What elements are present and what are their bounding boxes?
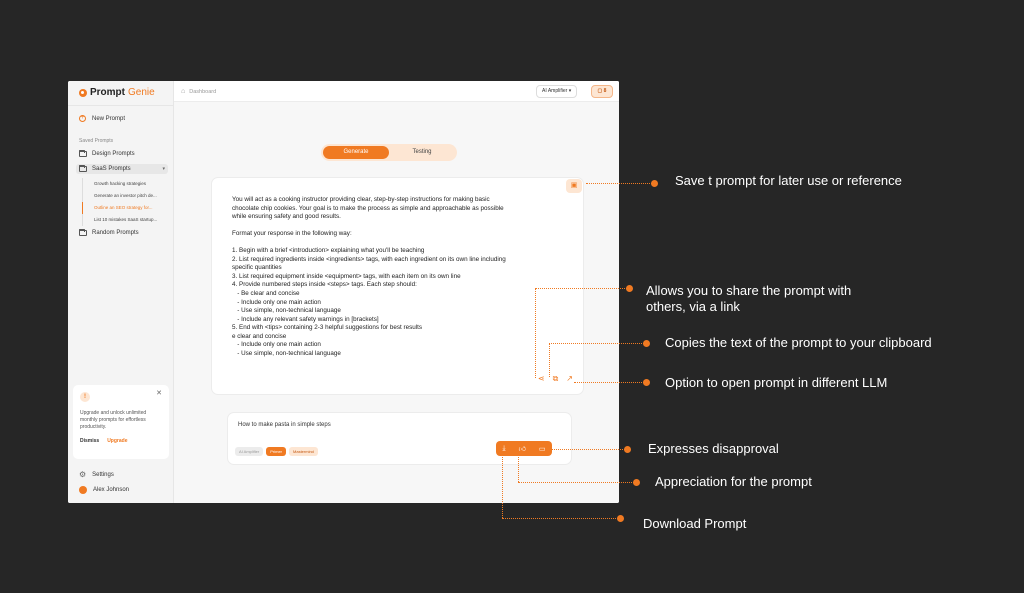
download-icon[interactable]: ⤓ xyxy=(502,444,506,452)
warning-icon: ! xyxy=(80,392,90,402)
topbar xyxy=(174,81,619,102)
leader-appreciation-v xyxy=(518,452,519,482)
main-panel xyxy=(174,81,619,503)
sidebar-divider xyxy=(68,105,173,106)
folder-icon xyxy=(79,151,87,157)
thumbs-up-icon[interactable]: 👍︎ xyxy=(518,446,526,453)
query-input-box[interactable] xyxy=(227,412,572,465)
upgrade-card xyxy=(73,385,169,459)
dot-download xyxy=(617,515,624,522)
chat-icon: ▢ xyxy=(597,88,603,94)
chip-mastermind[interactable]: Mastermind xyxy=(289,447,318,456)
credits-badge[interactable] xyxy=(591,85,613,98)
mode-tabs xyxy=(321,144,457,161)
annotation-download: Download Prompt xyxy=(643,516,747,531)
dot-copy xyxy=(643,340,650,347)
feedback-actions xyxy=(496,441,552,456)
dot-save xyxy=(651,180,658,187)
logo-text-genie: Genie xyxy=(128,87,155,98)
annotation-open: Option to open prompt in different LLM xyxy=(665,375,888,390)
save-icon[interactable]: ▣ xyxy=(566,179,582,193)
folder-icon xyxy=(79,230,87,236)
amplifier-label: AI Amplifier xyxy=(542,88,568,94)
new-prompt-button[interactable] xyxy=(79,115,125,122)
user-profile[interactable] xyxy=(79,486,129,494)
new-prompt-label: New Prompt xyxy=(92,115,126,122)
leader-disapproval xyxy=(545,449,627,450)
list-item-active[interactable]: Outline an SEO strategy for... xyxy=(82,202,168,214)
leader-copy-v xyxy=(549,343,550,377)
prompt-output-card xyxy=(211,177,584,395)
leader-download-v xyxy=(502,452,503,518)
thumbs-down-icon[interactable]: ▭ xyxy=(538,445,546,453)
upgrade-actions xyxy=(80,438,162,444)
folder-label: SaaS Prompts xyxy=(92,166,131,172)
chevron-down-icon: ▾ xyxy=(568,88,572,94)
query-text: How to make pasta in simple steps xyxy=(238,422,331,428)
folder-label: Design Prompts xyxy=(92,151,135,157)
settings-button[interactable] xyxy=(79,470,114,479)
dot-disapproval xyxy=(624,446,631,453)
plus-icon: + xyxy=(80,115,85,121)
dismiss-button[interactable]: Dismiss xyxy=(80,438,100,444)
tab-testing[interactable]: Testing xyxy=(412,149,432,155)
list-item[interactable]: Generate an investor pitch de... xyxy=(82,190,168,202)
dot-open xyxy=(643,379,650,386)
logo xyxy=(79,87,155,98)
saved-prompts-label: Saved Prompts xyxy=(79,138,114,144)
leader-share-v xyxy=(535,288,536,378)
leader-appreciation-h xyxy=(518,482,636,483)
chip-ai-amplifier[interactable]: AI Amplifier xyxy=(235,447,263,456)
user-name: Alex Johnson xyxy=(93,487,130,493)
app-window xyxy=(68,81,619,503)
open-external-icon[interactable]: ↗ xyxy=(566,374,573,383)
folder-random-prompts[interactable] xyxy=(79,230,139,236)
dot-appreciation xyxy=(633,479,640,486)
credits-count: 8 xyxy=(603,88,607,94)
close-icon[interactable]: ✕ xyxy=(156,390,162,397)
home-icon[interactable]: ⌂ xyxy=(181,88,186,95)
mode-chips xyxy=(235,447,318,456)
tab-generate[interactable]: Generate xyxy=(323,146,389,159)
logo-icon xyxy=(79,89,87,97)
dot-share xyxy=(626,285,633,292)
prompt-card-actions xyxy=(538,374,573,384)
sidebar xyxy=(68,81,174,503)
share-icon[interactable]: ⋖ xyxy=(537,374,545,383)
chip-primer[interactable]: Primer xyxy=(266,447,286,456)
list-item[interactable]: List 10 mistakes SaaS startup... xyxy=(82,214,168,226)
folder-design-prompts[interactable] xyxy=(79,151,135,157)
avatar xyxy=(79,486,87,494)
upgrade-text: Upgrade and unlock unlimited monthly prompts for effortless productivity. xyxy=(80,410,147,430)
upgrade-button[interactable]: Upgrade xyxy=(107,438,128,444)
folder-label: Random Prompts xyxy=(92,230,139,236)
folder-icon xyxy=(79,166,87,172)
leader-copy-h xyxy=(549,343,646,344)
saas-prompt-list xyxy=(82,178,168,226)
logo-text-prompt: Prompt xyxy=(90,87,125,98)
amplifier-dropdown[interactable] xyxy=(536,85,577,98)
breadcrumb xyxy=(181,88,216,95)
leader-download-h xyxy=(502,518,620,519)
list-item[interactable]: Growth hacking strategies xyxy=(82,178,168,190)
breadcrumb-dashboard[interactable]: Dashboard xyxy=(189,88,217,95)
copy-icon[interactable]: ⧉ xyxy=(552,374,559,383)
folder-saas-prompts[interactable] xyxy=(76,164,168,174)
chevron-down-icon: ▾ xyxy=(162,166,165,172)
annotation-appreciation: Appreciation for the prompt xyxy=(655,474,812,489)
prompt-text: You will act as a cooking instructor providing clear, step-by-step instructions for making basic chocolate chip cookies. Your goal is to make the process as simple and approachable as possible while ensuring safety and good results. Format your response in the following way: 1. Begin with a brief <introduction> explaining what you'll be teaching 2. List required ingredients inside <ingredients> tags, with each ingredient on its own line including specific quantities 3. List required equipment inside <equipment> tags, with each item on its own line 4. Provide numbered steps inside <steps> tags. Each step should: - Be clear and concise - Include only one main action - Use simple, non-technical language - Include any relevant safety warnings in [brackets] 5. End with <tips> containing 2-3 helpful suggestions for best results e clear and concise - Include only one main action - Use simple, non-technical language xyxy=(232,196,506,357)
leader-open xyxy=(574,382,646,383)
leader-share-h xyxy=(535,288,629,289)
annotation-copy: Copies the text of the prompt to your clipboard xyxy=(665,335,932,350)
annotation-save: Save t prompt for later use or reference xyxy=(675,173,902,188)
annotation-disapproval: Expresses disapproval xyxy=(648,441,779,456)
annotation-share: Allows you to share the prompt with others, via a link xyxy=(646,283,852,314)
leader-save xyxy=(586,183,654,184)
settings-label: Settings xyxy=(92,471,114,478)
gear-icon: ⚙ xyxy=(79,470,87,479)
